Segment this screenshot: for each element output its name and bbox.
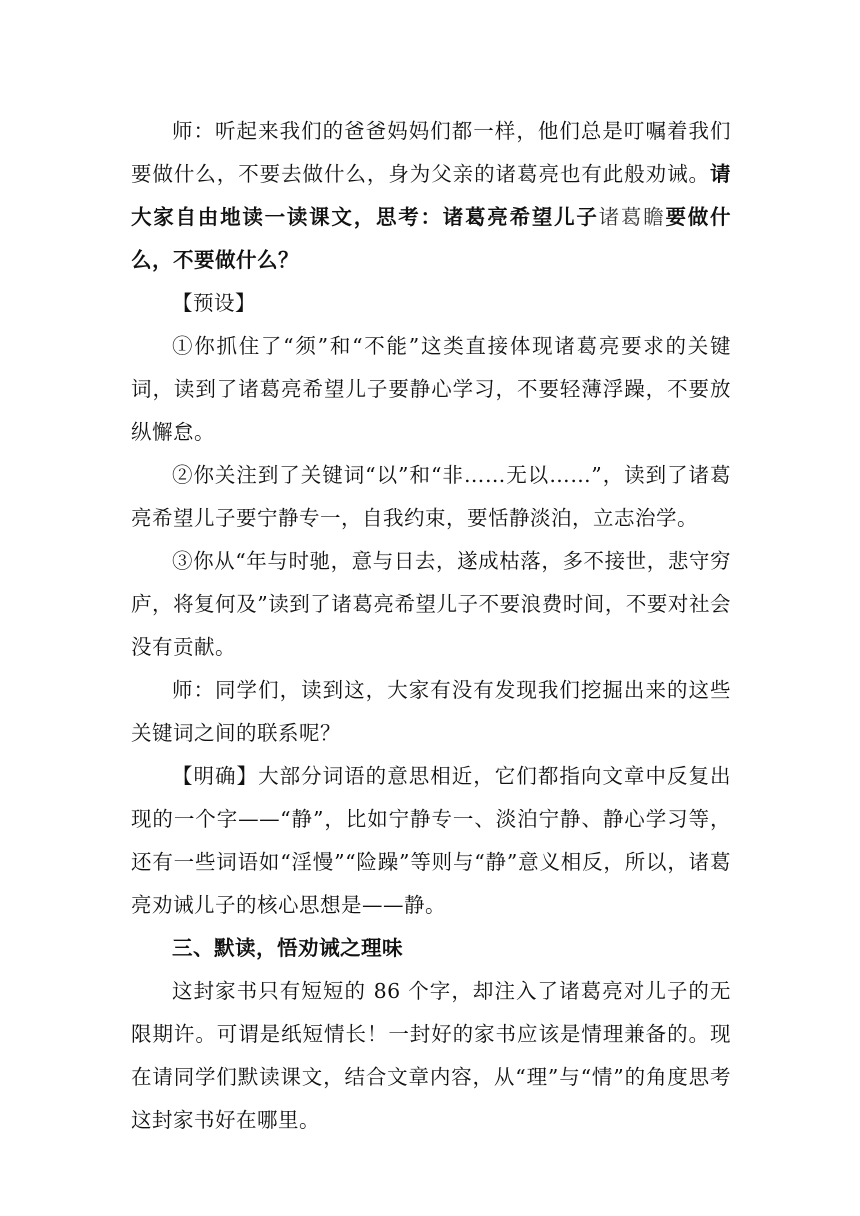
paragraph-preset-2: ②你关注到了关键词“以”和“非……无以……”，读到了诸葛亮希望儿子要宁静专一，自我约束，要恬静淡泊，立志治学。 xyxy=(131,463,731,530)
paragraph-teacher-intro xyxy=(131,110,731,282)
paragraph-teacher-question: 师：同学们，读到这，大家有没有发现我们挖掘出来的这些关键词之间的联系呢？ xyxy=(131,678,731,745)
paragraph-preset-3: ③你从“年与时驰，意与日去，遂成枯落，多不接世，悲守穷庐，将复何及”读到了诸葛亮希望儿子不要浪费时间，不要对社会没有贡献。 xyxy=(131,549,731,659)
paragraph-text: 师：听起来我们的爸爸妈妈们都一样，他们总是叮嘱着我们要做什么，不要去做什么，身为父亲的诸葛亮也有此般劝诫。 xyxy=(131,119,731,186)
paragraph-preset-1: ①你抓住了“须”和“不能”这类直接体现诸葛亮要求的关键词，读到了诸葛亮希望儿子要静心学习，不要轻薄浮躁，不要放纵懈怠。 xyxy=(131,334,731,444)
bold-question: 请大家自由地读一读课文，思考：诸葛亮希望儿子 xyxy=(131,162,731,229)
inline-name: 诸葛瞻 xyxy=(598,205,666,229)
document-page xyxy=(131,110,731,1142)
bold-question-end: 要做什么，不要做什么？ xyxy=(131,205,732,272)
paragraph-clarify: 【明确】大部分词语的意思相近，它们都指向文章中反复出现的一个字——“静”，比如宁静专一、淡泊宁静、静心学习等，还有一些词语如“淫慢”“险躁”等则与“静”意义相反，所以，诸葛亮劝诫儿子的核心思想是——静。 xyxy=(131,764,731,917)
paragraph-letter: 这封家书只有短短的 86 个字，却注入了诸葛亮对儿子的无限期许。可谓是纸短情长！一封好的家书应该是情理兼备的。现在请同学们默读课文，结合文章内容，从“理”与“情”的角度思考这封家书好在哪里。 xyxy=(131,979,731,1132)
section-heading: 三、默读，悟劝诫之理味 xyxy=(172,936,403,960)
paragraph-preset-label: 【预设】 xyxy=(172,291,256,315)
